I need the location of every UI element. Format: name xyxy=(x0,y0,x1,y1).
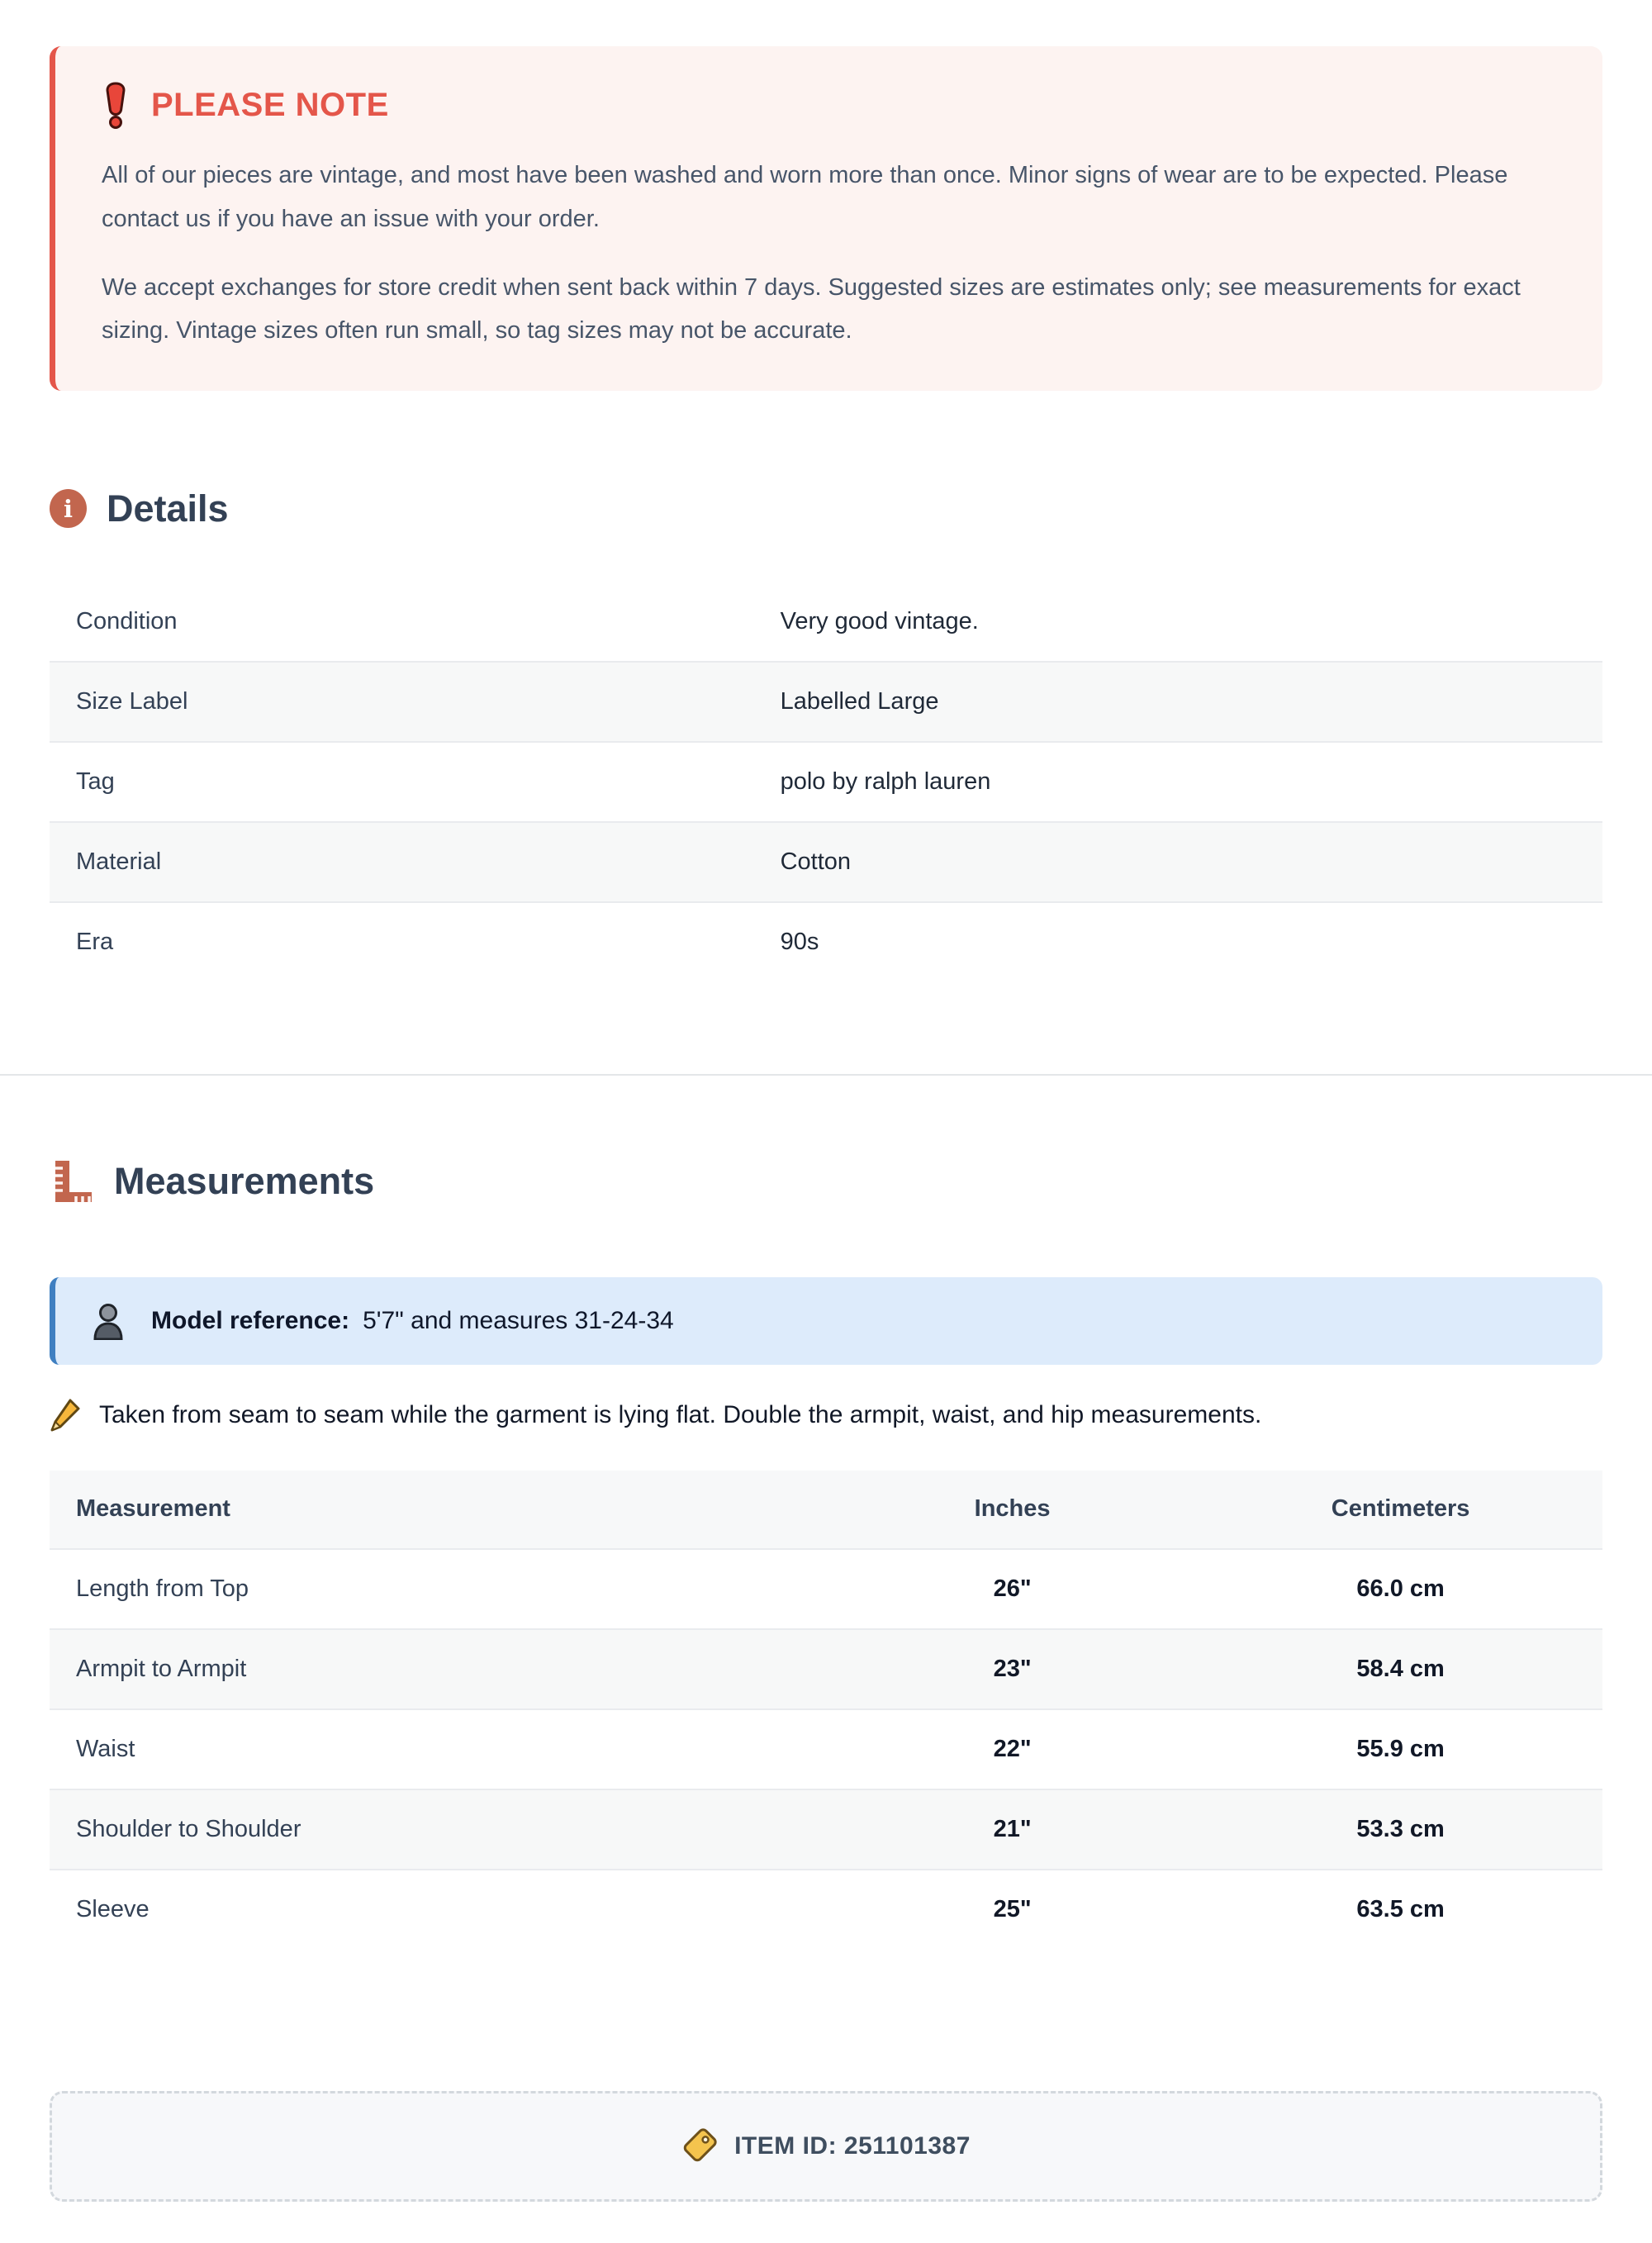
measurement-method-text: Taken from seam to seam while the garment is lying flat. Double the armpit, waist, and hip measurements. xyxy=(99,1400,1262,1428)
details-row xyxy=(50,662,1602,742)
details-row xyxy=(50,822,1602,902)
tag-icon xyxy=(681,2127,718,2165)
details-row-label: Material xyxy=(76,848,162,875)
details-row-label: Era xyxy=(76,928,114,955)
measurement-method-note xyxy=(50,1398,1602,1433)
details-row xyxy=(50,582,1602,662)
measurement-label: Armpit to Armpit xyxy=(76,1655,247,1682)
details-row-value: Very good vintage. xyxy=(780,607,979,634)
measurements-title: Measurements xyxy=(114,1159,375,1202)
model-reference-text xyxy=(151,1307,674,1335)
measurements-heading xyxy=(50,1158,1602,1205)
measurement-inches: 22" xyxy=(993,1735,1032,1762)
person-icon xyxy=(90,1302,126,1340)
measurement-row xyxy=(50,1629,1602,1709)
details-row-label: Size Label xyxy=(76,687,188,715)
model-reference-value: 5'7" and measures 31-24-34 xyxy=(363,1306,674,1334)
item-id-box xyxy=(50,2091,1602,2202)
measurement-inches: 26" xyxy=(993,1575,1032,1602)
pencil-icon xyxy=(50,1398,81,1433)
details-table xyxy=(50,582,1602,981)
note-title: PLEASE NOTE xyxy=(151,86,389,123)
measurement-cm: 58.4 cm xyxy=(1356,1655,1445,1682)
ruler-icon xyxy=(50,1158,94,1205)
section-divider xyxy=(0,1074,1652,1076)
measurement-cm: 55.9 cm xyxy=(1356,1735,1445,1762)
model-reference-callout xyxy=(50,1277,1602,1365)
measurement-inches: 23" xyxy=(993,1655,1032,1682)
measurement-row xyxy=(50,1709,1602,1789)
details-row-value: Cotton xyxy=(780,848,852,875)
measurements-table xyxy=(50,1471,1602,1949)
item-id-text: ITEM ID: 251101387 xyxy=(734,2131,971,2160)
measurement-inches: 25" xyxy=(993,1895,1032,1922)
info-icon: i xyxy=(50,489,87,528)
measurement-cm: 66.0 cm xyxy=(1356,1575,1445,1602)
measurements-header-row xyxy=(50,1471,1602,1549)
measurement-inches: 21" xyxy=(993,1815,1032,1842)
details-row-label: Tag xyxy=(76,767,115,795)
measurement-cm: 53.3 cm xyxy=(1356,1815,1445,1842)
measurements-header-inches: Inches xyxy=(974,1495,1051,1523)
details-heading xyxy=(50,488,1602,530)
measurements-header-centimeters: Centimeters xyxy=(1331,1495,1470,1523)
measurement-label: Waist xyxy=(76,1735,135,1762)
details-row-value: 90s xyxy=(780,928,819,955)
measurement-cm: 63.5 cm xyxy=(1356,1895,1445,1922)
measurement-row xyxy=(50,1549,1602,1629)
details-section xyxy=(0,488,1652,981)
details-row xyxy=(50,742,1602,822)
details-row xyxy=(50,902,1602,981)
measurements-header-measurement: Measurement xyxy=(76,1495,230,1523)
model-reference-label: Model reference: xyxy=(151,1306,350,1334)
measurement-label: Shoulder to Shoulder xyxy=(76,1815,301,1842)
details-row-value: Labelled Large xyxy=(780,687,939,715)
details-title: Details xyxy=(107,487,229,530)
measurement-row xyxy=(50,1789,1602,1870)
measurement-label: Sleeve xyxy=(76,1895,150,1922)
note-title-row xyxy=(102,81,1556,129)
measurement-label: Length from Top xyxy=(76,1575,249,1602)
exclamation-icon xyxy=(102,81,130,129)
details-row-label: Condition xyxy=(76,607,178,634)
measurements-section xyxy=(0,1158,1652,1949)
product-details-page xyxy=(0,46,1652,2202)
details-row-value: polo by ralph lauren xyxy=(780,767,991,795)
please-note-callout xyxy=(50,46,1602,391)
measurement-row xyxy=(50,1870,1602,1949)
note-paragraph-1: All of our pieces are vintage, and most have been washed and worn more than once. Minor signs of wear are to be expected. Please contact us if you have an issue with your order. xyxy=(102,162,1508,232)
note-paragraph-2: We accept exchanges for store credit when sent back within 7 days. Suggested sizes are estimates only; see measurements for exact sizing. Vintage sizes often run small, so tag sizes may not be accurate. xyxy=(102,273,1521,345)
